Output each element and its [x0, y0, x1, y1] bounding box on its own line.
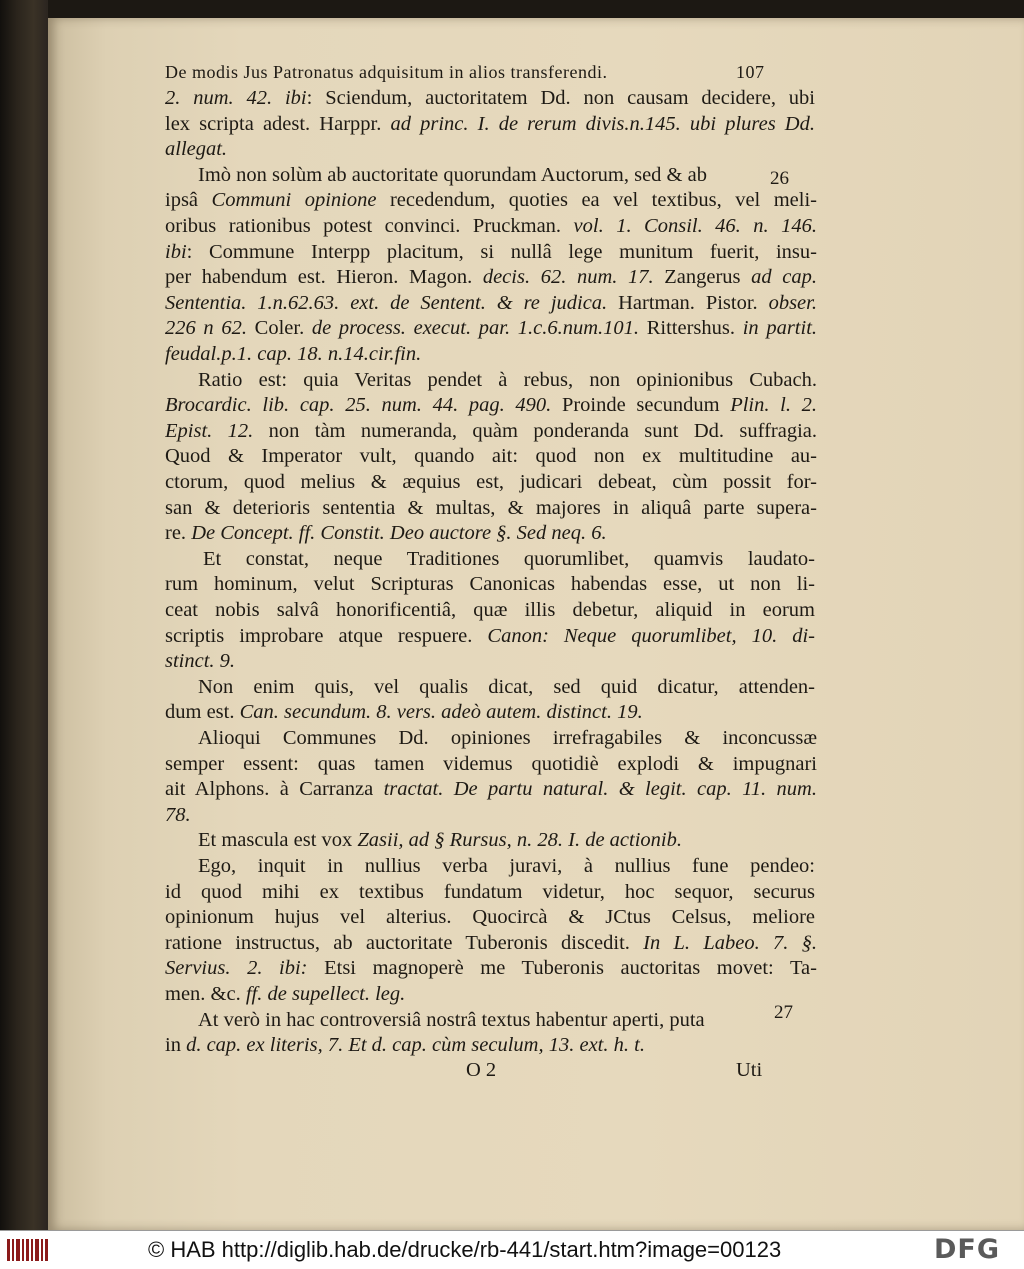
text-line [198, 163, 707, 187]
line-text: san & deterioris sententia & multas, & majores in aliquâ parte supera- [165, 497, 817, 519]
line-text: opinionum hujus vel alterius. Quocircà & JCtus Celsus, meliore [165, 906, 815, 928]
citation-text: Sententia. 1.n.62.63. ext. de Sentent. & re judica. [165, 292, 608, 314]
text-line [165, 880, 815, 904]
text-line [165, 777, 817, 801]
line-text: ctorum, quod melius & æquius est, judicari debeat, cùm possit for- [165, 471, 817, 493]
text-line [165, 803, 191, 827]
viewer-footer [0, 1230, 1024, 1269]
line-text: men. &c. [165, 983, 246, 1005]
text-line [198, 726, 817, 750]
citation-text: tractat. De partu natural. & legit. cap. 11. num. [383, 778, 817, 800]
citation-text: Zasii, ad § Rursus, n. 28. I. de actionib. [357, 829, 682, 851]
text-line [165, 137, 227, 161]
running-header [165, 60, 607, 84]
text-line [165, 470, 817, 494]
line-text: oribus rationibus potest convinci. Pruckman. [165, 215, 574, 237]
citation-text: de process. execut. par. 1.c.6.num.101. [311, 317, 640, 339]
citation-text: Epist. 12. [165, 420, 254, 442]
line-text: ipsâ [165, 189, 212, 211]
line-text: Rittershus. [639, 317, 743, 339]
text-line [165, 931, 817, 955]
line-text: Ego, inquit in nullius verba juravi, à nullius fune pendeo: [198, 855, 815, 877]
line-text: Proinde secundum [551, 394, 731, 416]
page-number: 107 [736, 62, 765, 82]
line-text: in [165, 1034, 187, 1056]
book-page [48, 18, 1024, 1230]
line-text: rum hominum, velut Scripturas Canonicas habendas esse, ut non li- [165, 573, 815, 595]
text-line [165, 521, 607, 545]
citation-text: ad cap. [751, 266, 817, 288]
text-line [165, 649, 235, 673]
text-line [165, 700, 643, 724]
citation-text: feudal.p.1. cap. 18. n.14.cir.fin. [165, 343, 422, 365]
line-text: Imò non solùm ab auctoritate quorundam Auctorum, sed & ab [198, 164, 707, 186]
citation-text: Can. secundum. 8. vers. adeò autem. distinct. 19. [239, 701, 643, 723]
line-text: re. [165, 522, 192, 544]
margin-note-26: 26 [770, 168, 789, 189]
text-line [165, 982, 405, 1006]
text-line [165, 598, 815, 622]
line-text: : Commune Interpp placitum, si nullâ lege munitum fuerit, insu- [186, 241, 817, 263]
copyright-link[interactable]: © HAB http://diglib.hab.de/drucke/rb-441/start.htm?image=00123 [148, 1237, 782, 1262]
text-line [165, 444, 817, 468]
line-text: : Sciendum, auctoritatem Dd. non causam decidere, ubi [306, 87, 815, 109]
line-text: Et constat, neque Traditiones quorumlibet, quamvis laudato- [203, 548, 815, 570]
citation-text: in partit. [742, 317, 817, 339]
text-line [198, 675, 815, 699]
citation-text: ibi [165, 241, 187, 263]
catchword: Uti [736, 1059, 763, 1081]
citation-text: Brocardic. lib. cap. 25. num. 44. pag. 490. [165, 394, 552, 416]
text-line [165, 419, 817, 443]
citation-text: vol. 1. Consil. 46. n. 146. [573, 215, 817, 237]
text-line [165, 1033, 645, 1057]
text-line [165, 956, 817, 980]
text-line [165, 316, 817, 340]
text-line [165, 752, 817, 776]
signature-mark: O 2 [466, 1059, 497, 1081]
citation-text: 226 n 62. [165, 317, 247, 339]
line-text: Non enim quis, vel qualis dicat, sed quid dicatur, attenden- [198, 676, 815, 698]
text-line [165, 112, 815, 136]
text-line [165, 624, 815, 648]
line-text: dum est. [165, 701, 240, 723]
citation-text: allegat. [165, 138, 228, 160]
text-line [165, 572, 815, 596]
citation-text: Communi opinione [211, 189, 377, 211]
line-text: Hartman. Pistor. [607, 292, 769, 314]
line-text: ait Alphons. à Carranza [165, 778, 384, 800]
line-text: At verò in hac controversiâ nostrâ textus habentur aperti, puta [198, 1009, 705, 1031]
line-text: per habendum est. Hieron. Magon. [165, 266, 483, 288]
line-text: Quod & Imperator vult, quando ait: quod non ex multitudine au- [165, 445, 817, 467]
line-text: Alioqui Communes Dd. opiniones irrefragabiles & inconcussæ [198, 727, 817, 749]
text-line [165, 240, 817, 264]
line-text: Ratio est: quia Veritas pendet à rebus, non opinionibus Cubach. [198, 369, 817, 391]
line-text: Coler. [247, 317, 312, 339]
text-line [165, 291, 817, 315]
text-line [165, 905, 815, 929]
citation-text: In L. Labeo. 7. §. [643, 932, 817, 954]
text-line [165, 86, 815, 110]
text-line [165, 214, 817, 238]
text-line [198, 854, 815, 878]
margin-note-27: 27 [774, 1002, 793, 1023]
dfg-logo: DFG [934, 1234, 1001, 1265]
citation-text: 78. [165, 804, 191, 826]
text-line [198, 1008, 705, 1032]
line-text: lex scripta adest. Harppr. [165, 113, 391, 135]
text-line [165, 496, 817, 520]
text-line [198, 368, 817, 392]
citation-text: De Concept. ff. Constit. Deo auctore §. Sed neq. 6. [191, 522, 607, 544]
citation-text: decis. 62. num. 17. [482, 266, 654, 288]
line-text: semper essent: quas tamen videmus quotidiè explodi & impugnari [165, 753, 817, 775]
line-text: ceat nobis salvâ honorificentiâ, quæ illis debetur, aliquid in eorum [165, 599, 815, 621]
citation-text: ff. de supellect. leg. [245, 983, 406, 1005]
hab-barcode-icon [6, 1237, 50, 1263]
line-text: id quod mihi ex textibus fundatum videtur, hoc sequor, securus [165, 881, 815, 903]
line-text: Zangerus [653, 266, 752, 288]
citation-text: ad princ. I. de rerum divis.n.145. ubi plures Dd. [390, 113, 815, 135]
line-text: scriptis improbare atque respuere. [165, 625, 488, 647]
citation-text: stinct. 9. [165, 650, 236, 672]
line-text: ratione instructus, ab auctoritate Tuberonis discedit. [165, 932, 644, 954]
line-text: recedendum, quoties ea vel textibus, vel meli- [376, 189, 817, 211]
text-line [198, 828, 682, 852]
running-title: De modis Jus Patronatus adquisitum in alios transferendi. [165, 62, 608, 82]
citation-text: Plin. l. 2. [730, 394, 817, 416]
text-line [165, 342, 421, 366]
line-text: Et mascula est vox [198, 829, 358, 851]
citation-text: obser. [768, 292, 817, 314]
citation-text: Canon: Neque quorumlibet, 10. di- [487, 625, 815, 647]
page-text [48, 18, 1024, 1230]
text-line [165, 265, 817, 289]
citation-text: Servius. 2. ibi: [165, 957, 308, 979]
citation-text: 2. num. 42. ibi [165, 87, 307, 109]
citation-text: d. cap. ex literis, 7. Et d. cap. cùm seculum, 13. ext. h. t. [186, 1034, 645, 1056]
line-text: non tàm numeranda, quàm ponderanda sunt Dd. suffragia. [253, 420, 817, 442]
book-binding-edge [0, 0, 48, 1230]
text-line [165, 393, 817, 417]
line-text: Etsi magnoperè me Tuberonis auctoritas movet: Ta- [307, 957, 817, 979]
text-line [203, 547, 815, 571]
text-line [165, 188, 817, 212]
